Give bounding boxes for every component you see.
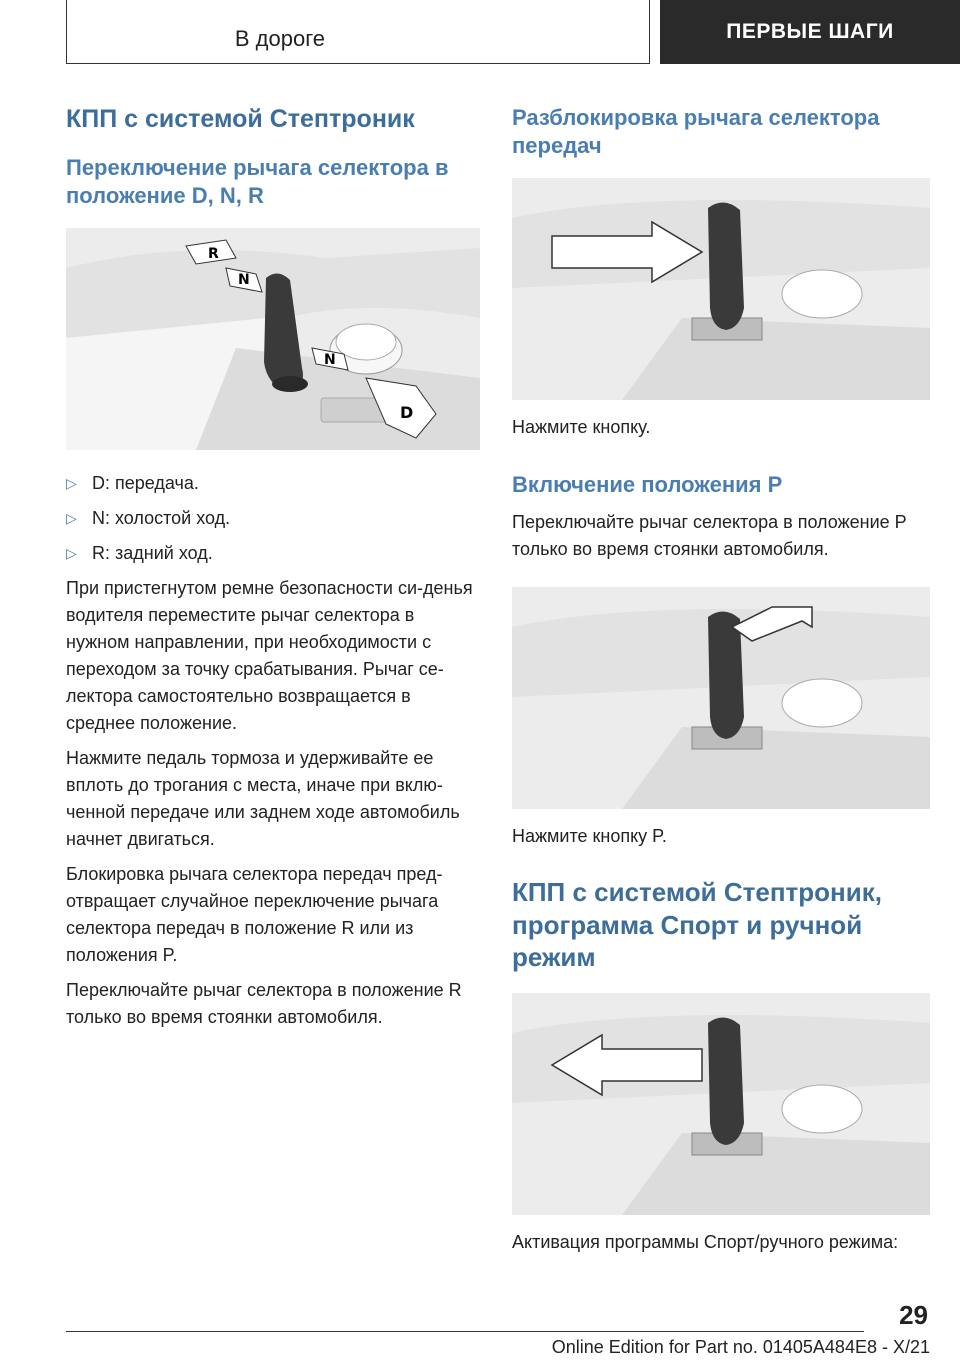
right-column — [512, 104, 930, 1264]
list-item — [66, 540, 480, 567]
list-item — [66, 470, 480, 497]
park-title: Включение положения P — [512, 472, 783, 498]
sport-mode-title: КПП с системой Стептроник, программа Спорт и ручной режим — [512, 877, 882, 972]
triangle-bullet-icon: ▷ — [66, 475, 77, 492]
figure-label-n-lower: N — [324, 352, 336, 369]
footer-divider — [66, 1331, 864, 1332]
triangle-bullet-icon: ▷ — [66, 545, 77, 562]
gear-position-list — [66, 470, 480, 567]
unlock-title: Разблокировка рычага селектора передач — [512, 105, 880, 159]
figure-caption: Нажмите кнопку. — [512, 417, 651, 438]
section-subtitle: Переключение рычага селектора в положение D, N, R — [66, 155, 449, 209]
body-paragraph: Переключайте рычаг селектора в положение P только во время стоянки автомобиля. — [512, 512, 907, 560]
body-paragraph: Блокировка рычага селектора передач пред-отвращает случайное переключение рычага селектора передач в положение R или из положения P. — [66, 864, 443, 966]
figure-label-d: D — [400, 403, 414, 423]
header-section-title: В дороге — [234, 26, 325, 51]
sport-mode-figure — [512, 993, 930, 1215]
bullet-text: R: задний ход. — [92, 543, 213, 564]
body-paragraph: Нажмите педаль тормоза и удерживайте ее вплоть до трогания с места, иначе при вклю-ченной передаче или заднем ходе автомобиль начнет двигаться. — [66, 748, 460, 850]
page-number: 29 — [899, 1300, 928, 1330]
figure-label-n-upper: N — [238, 272, 250, 289]
figure-label-r: R — [208, 246, 219, 263]
gear-selector-dnr-figure — [66, 228, 480, 450]
body-paragraph: При пристегнутом ремне безопасности си-денья водителя переместите рычаг селектора в нужном направлении, при необходимости с переходом за точку срабатывания. Рычаг се-лектора самостоятельно возвращается в среднее положение. — [66, 578, 473, 734]
chapter-tab: ПЕРВЫЕ ШАГИ — [660, 0, 960, 64]
left-column — [66, 104, 480, 1039]
figure-caption: Активация программы Спорт/ручного режима: — [512, 1232, 899, 1253]
body-paragraph: Переключайте рычаг селектора в положение R только во время стоянки автомобиля. — [66, 980, 462, 1028]
header-box — [66, 0, 650, 64]
footer-edition: Online Edition for Part no. 01405A484E8 - X/21 — [551, 1337, 930, 1357]
triangle-bullet-icon: ▷ — [66, 510, 77, 527]
unlock-button-figure — [512, 178, 930, 400]
list-item — [66, 505, 480, 532]
figure-caption: Нажмите кнопку P. — [512, 826, 667, 847]
bullet-text: N: холостой ход. — [92, 508, 231, 529]
park-button-figure — [512, 587, 930, 809]
bullet-text: D: передача. — [92, 473, 199, 494]
section-title: КПП с системой Стептроник — [66, 105, 415, 133]
